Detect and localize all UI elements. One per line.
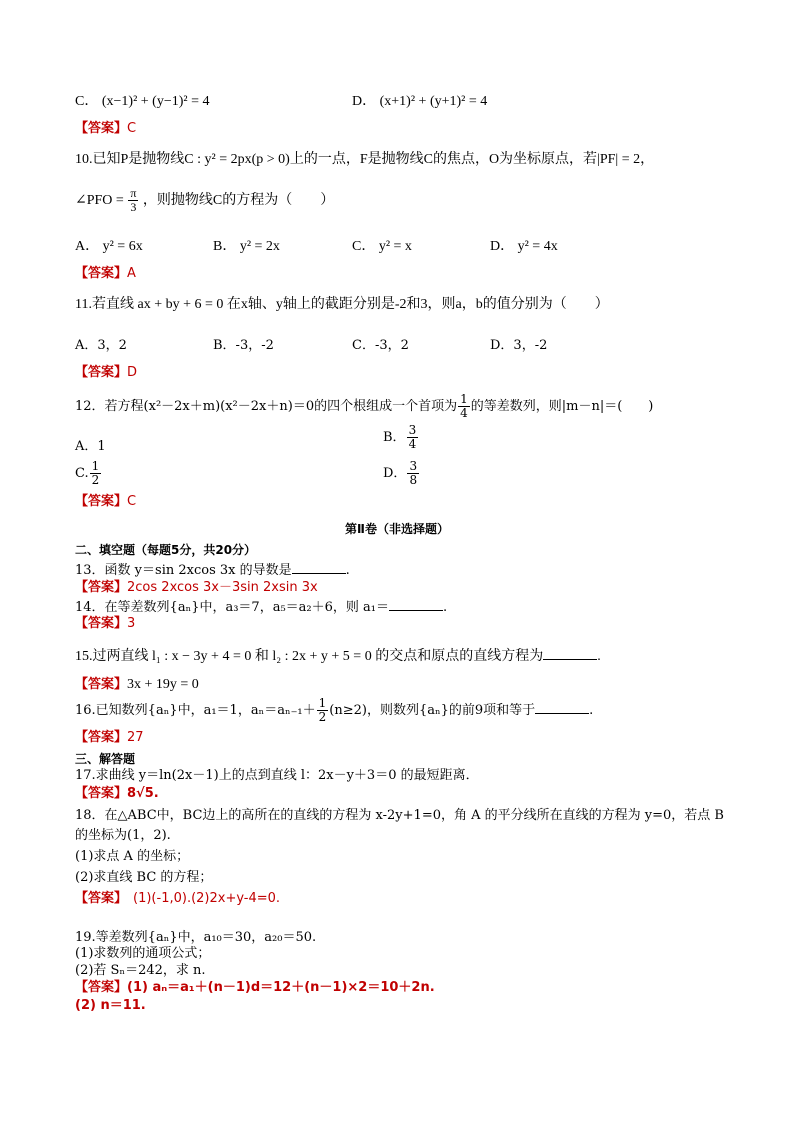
q10-stem-line1: 10.已知P是抛物线C : y² = 2px(p > 0)上的一点，F是抛物线C的焦点，O为坐标原点，若|PF| = 2， [75,152,655,167]
q19-sub1: (1)求数列的通项公式； [75,946,211,961]
q9-option-c [75,90,209,110]
q9-answer-label: 【答案】 [75,121,128,136]
q16-fraction: $\frac{1}{2}$ [318,696,327,724]
q12-option-b: B． $\frac{3}{4}$ [383,423,417,451]
q18-sub2: (2)求直线 BC 的方程； [75,870,213,885]
q12-fraction: $\frac{1}{4}$ [460,392,468,420]
q15-stem: 15.过两直线 l₁ : x − 3y + 4 = 0 和 l₂ : 2x + y + 5 = 0 的交点和原点的直线方程为 . [75,649,601,664]
q11-option-a: A．3，2 [75,338,127,353]
q16-blank [535,701,589,714]
q19-sub2: (2)若 Sₙ＝242，求 n. [75,963,206,978]
q9-option-d-expr: (x+1)² + (y+1)² = 4 [379,94,488,109]
q9-answer-value: C [127,121,137,136]
q17-stem: 17.求曲线 y＝ln(2x－1)上的点到直线 l：2x－y＋3＝0 的最短距离． [75,768,479,783]
q15-answer: 【答案】3x + 19y = 0 [75,677,199,692]
q19-answer-value-2: (2) n＝11. [75,998,146,1013]
q11-stem: 11.若直线 ax + by + 6 = 0 在x轴、y轴上的截距分别是-2和3，则a，b的值分别为（ ） [75,297,609,312]
q12-option-c: C. $\frac{1}{2}$ [75,459,100,487]
q10-answer-value: A [127,266,136,281]
q12-option-d: D． $\frac{3}{8}$ [383,459,418,487]
part2-title: 第Ⅱ卷（非选择题） [345,522,449,536]
q9-option-c-label: C． [75,94,99,109]
q12-answer: 【答案】C [75,494,137,509]
q10-option-d: D． y² = 4x [490,239,558,254]
q12-answer-value: C [127,494,137,509]
q14-blank [389,598,443,611]
q9-option-d-label: D． [352,94,377,109]
q15-blank [543,647,597,660]
q10-option-b: B． y² = 2x [213,239,280,254]
q18-sub1: (1)求点 A 的坐标； [75,849,190,864]
q14-answer: 【答案】3 [75,616,136,631]
q16-stem: 16.已知数列{aₙ}中，a₁＝1，aₙ＝aₙ₋₁＋ $\frac{1}{2}$ (n≥2)，则数列{aₙ}的前9项和等于 . [75,696,594,724]
q19-answer: 【答案】(1) aₙ＝a₁＋(n－1)d＝12＋(n－1)×2＝10＋2n. [75,980,435,995]
q18-answer: 【答案】 (1)(-1,0).(2)2x+y-4=0. [75,891,281,906]
q10-option-c: C． y² = x [352,239,412,254]
q10-angle: ∠PFO = [75,193,124,208]
q11-option-c: C．-3，2 [352,338,409,353]
q13-answer-value: 2cos 2xcos 3x－3sin 2xsin 3x [127,580,318,595]
q18-stem-line2: 的坐标为(1，2). [75,828,171,843]
q10-answer: 【答案】A [75,266,136,281]
q9-option-d [352,90,487,110]
q11-answer: 【答案】D [75,365,138,380]
q19-stem: 19.等差数列{aₙ}中，a₁₀＝30，a₂₀＝50. [75,930,317,945]
section3-title: 三、解答题 [75,752,136,766]
section2-title: 二、填空题（每题5分，共20分） [75,543,257,557]
q18-stem-line1: 18．在△ABC中，BC边上的高所在的直线的方程为 x-2y+1=0，角 A 的平分线所在直线的方程为 y=0，若点 B [75,808,724,823]
q13-stem: 13．函数 y＝sin 2xcos 3x 的导数是 . [75,563,350,578]
q9-option-c-expr: (x−1)² + (y−1)² = 4 [101,94,210,109]
q19-answer-value-1: (1) aₙ＝a₁＋(n－1)d＝12＋(n－1)×2＝10＋2n. [127,980,435,995]
q10-option-a: A． y² = 6x [75,239,143,254]
q14-answer-value: 3 [127,616,136,631]
q13-blank [292,561,346,574]
q11-answer-value: D [127,365,138,380]
q18-answer-value: (1)(-1,0).(2)2x+y-4=0. [133,891,281,906]
q11-option-b: B．-3，-2 [213,338,274,353]
q10-stem-line2 [75,186,334,216]
q12-option-a: A．1 [75,439,106,454]
q17-answer-value: 8√5. [127,786,159,801]
q12-stem: 12．若方程(x²－2x＋m)(x²－2x＋n)＝0的四个根组成一个首项为 $\frac{1}{4}$ 的等差数列，则|m－n|＝( ) [75,392,654,420]
q10-fraction: $\frac{\pi}{3}$ [130,186,137,215]
q10-question: ，则抛物线C的方程为（ ） [142,193,335,208]
q17-answer: 【答案】8√5. [75,786,159,801]
q16-answer: 【答案】27 [75,730,144,745]
q11-option-d: D．3，-2 [490,338,548,353]
q16-answer-value: 27 [127,730,144,745]
q9-answer [75,121,136,137]
q13-answer: 【答案】2cos 2xcos 3x－3sin 2xsin 3x [75,580,318,595]
q15-answer-value: 3x + 19y = 0 [127,677,199,692]
q14-stem: 14．在等差数列{aₙ}中，a₃＝7，a₅＝a₂＋6，则 a₁＝ . [75,600,448,615]
